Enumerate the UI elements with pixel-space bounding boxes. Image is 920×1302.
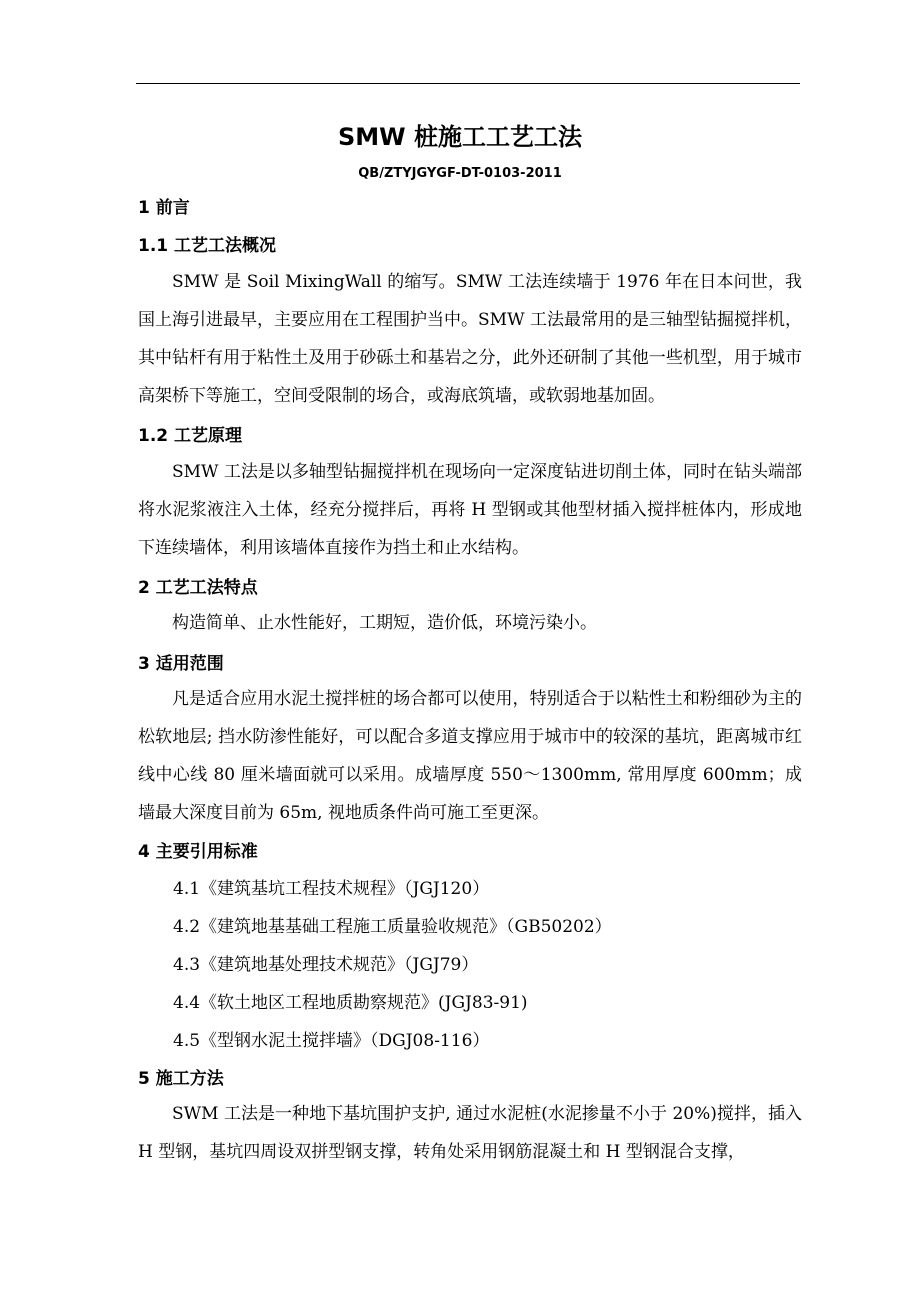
heading-2: 2 工艺工法特点 (138, 578, 258, 598)
heading-1: 1 前言 (138, 198, 190, 218)
header-rule (136, 83, 800, 84)
heading-3: 3 适用范围 (138, 654, 224, 674)
heading-4: 4 主要引用标准 (138, 842, 258, 862)
paragraph-5: SWM 工法是一种地下基坑围护支护, 通过水泥桩(水泥掺量不小于 20%)搅拌，插入 H 型钢，基坑四周设双拼型钢支撑，转角处采用钢筋混凝土和 H 型钢混合支撑， (138, 1104, 802, 1162)
reference-item: 4.3《建筑地基处理技术规范》（JGJ79） (173, 955, 479, 975)
paragraph-1-2: SMW 工法是以多轴型钻掘搅拌机在现场向一定深度钻进切削土体，同时在钻头端部将水泥浆液注入土体，经充分搅拌后，再将 H 型钢或其他型材插入搅拌桩体内，形成地下连续墙体，利用该墙体直接作为挡土和止水结构。 (138, 462, 802, 558)
document-title: SMW 桩施工工艺工法 (338, 123, 582, 151)
paragraph-2: 构造简单、止水性能好，工期短，造价低，环境污染小。 (172, 613, 597, 633)
paragraph-1-1: SMW 是 Soil MixingWall 的缩写。SMW 工法连续墙于 1976 年在日本问世，我国上海引进最早，主要应用在工程围护当中。SMW 工法最常用的是三轴型钻掘搅拌机，其中钻杆有用于粘性土及用于砂砾土和基岩之分，此外还研制了其他一些机型，用于城市高架桥下等施工，空间受限制的场合，或海底筑墙，或软弱地基加固。 (138, 272, 802, 406)
heading-1-1: 1.1 工艺工法概况 (138, 236, 277, 256)
reference-item: 4.1《建筑基坑工程技术规程》（JGJ120） (173, 879, 490, 899)
reference-item: 4.2《建筑地基基础工程施工质量验收规范》（GB50202） (173, 917, 612, 937)
heading-5: 5 施工方法 (138, 1069, 224, 1089)
reference-item: 4.4《软土地区工程地质勘察规范》(JGJ83-91) (173, 993, 528, 1013)
heading-1-2: 1.2 工艺原理 (138, 426, 243, 446)
reference-item: 4.5《型钢水泥土搅拌墙》（DGJ08-116） (173, 1031, 490, 1051)
paragraph-3: 凡是适合应用水泥土搅拌桩的场合都可以使用，特别适合于以粘性土和粉细砂为主的松软地层; 挡水防渗性能好，可以配合多道支撑应用于城市中的较深的基坑，距离城市红线中心线 80 厘米墙面就可以采用。成墙厚度 550～1300mm, 常用厚度 600mm；成墙最大深度目前为 65m, 视地质条件尚可施工至更深。 (138, 689, 802, 823)
document-code: QB/ZTYJGYGF-DT-0103-2011 (358, 166, 562, 181)
